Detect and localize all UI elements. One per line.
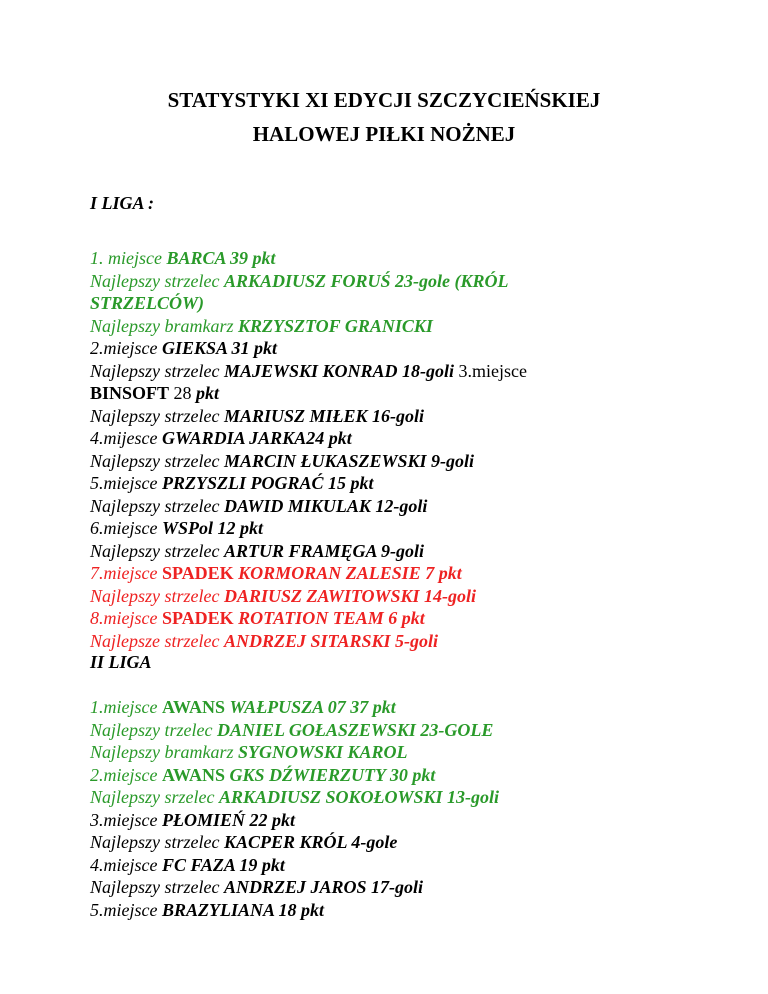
liga2-line: [90, 854, 650, 877]
liga2-line: [90, 831, 650, 854]
liga1-line: [90, 270, 650, 293]
liga1-line-text: Najlepszy strzelec: [90, 540, 224, 561]
title-line-1: STATYSTYKI XI EDYCJI SZCZYCIEŃSKIEJ: [167, 88, 601, 112]
liga1-line-text: 2.miejsce: [90, 338, 162, 358]
liga2-line-text: 3.miejsce: [90, 809, 162, 830]
liga1-line: [90, 562, 650, 585]
liga1-line: [90, 292, 650, 315]
liga1-line-text: Najlepszy bramkarz: [90, 315, 238, 336]
liga1-line-text: GWARDIA JARKA24 pkt: [161, 428, 352, 448]
liga2-line-text: BRAZYLIANA 18 pkt: [161, 899, 325, 920]
liga1-line-text: 6.miejsce: [90, 518, 162, 538]
liga2-line-text: AWANS: [161, 764, 230, 785]
liga1-list: [90, 247, 650, 652]
liga1-line-text: ANDRZEJ SITARSKI 5-goli: [223, 630, 439, 651]
liga1-line-text: Najlepszy strzelec: [90, 450, 224, 471]
liga2-line: [90, 786, 650, 809]
liga2-line: [90, 899, 650, 922]
liga2-line: [90, 876, 650, 899]
liga1-line: [90, 360, 650, 383]
liga2-line-text: Najlepszy trzelec: [90, 719, 217, 740]
liga1-line-text: 3.miejsce: [454, 360, 528, 381]
liga1-line-text: DARIUSZ ZAWITOWSKI 14-goli: [223, 585, 477, 606]
liga1-line-text: Najlepsze strzelec: [90, 630, 224, 651]
liga1-line-text: STRZELCÓW): [90, 293, 205, 313]
liga2-line: [90, 719, 650, 742]
liga2-line-text: FC FAZA 19 pkt: [161, 854, 285, 875]
liga1-line-text: Najlepszy strzelec: [90, 495, 224, 516]
liga1-line-text: WSPol 12 pkt: [161, 518, 263, 538]
liga1-line-text: SPADEK: [161, 608, 239, 628]
liga2-line-text: GKS DŹWIERZUTY 30 pkt: [229, 764, 436, 785]
liga1-line: [90, 315, 650, 338]
liga2-line-text: 5.miejsce: [90, 899, 162, 920]
liga2-line-text: Najlepszy bramkarz: [90, 742, 238, 762]
liga2-line-text: 1.miejsce: [90, 697, 162, 717]
liga1-line: [90, 472, 650, 495]
liga1-line-text: KRZYSZTOF GRANICKI: [238, 315, 433, 336]
liga2-heading: II LIGA: [90, 652, 152, 672]
liga1-line-text: BINSOFT: [90, 383, 170, 403]
liga1-line-text: 28: [169, 383, 197, 403]
liga1-line-text: pkt: [196, 383, 220, 403]
liga1-line: [90, 585, 650, 608]
liga2-line-text: Najlepszy strzelec: [90, 877, 224, 897]
liga1-line-text: DAWID MIKULAK 12-goli: [223, 495, 428, 516]
liga2-line-text: SYGNOWSKI KAROL: [238, 742, 408, 762]
liga2-line: [90, 764, 650, 787]
liga1-line-text: ARTUR FRAMĘGA 9-goli: [223, 540, 425, 561]
liga2-line-text: 4.miejsce: [90, 854, 162, 875]
liga1-line: [90, 517, 650, 540]
liga1-line-text: KORMORAN ZALESIE 7 pkt: [238, 563, 462, 583]
liga1-line: [90, 540, 650, 563]
liga1-line-text: MARCIN ŁUKASZEWSKI 9-goli: [223, 450, 475, 471]
liga1-line: [90, 630, 650, 653]
liga1-line-text: ARKADIUSZ FORUŚ 23-gole (KRÓL: [223, 270, 509, 291]
liga2-line-text: AWANS: [161, 697, 230, 717]
liga2-line-text: ANDRZEJ JAROS 17-goli: [223, 877, 424, 897]
liga1-line-text: GIEKSA 31 pkt: [161, 338, 278, 358]
liga1-line-text: Najlepszy strzelec: [90, 270, 224, 291]
liga1-line-text: ROTATION TEAM 6 pkt: [238, 608, 425, 628]
liga1-line-text: MARIUSZ MIŁEK 16-goli: [223, 405, 425, 426]
liga1-line: [90, 450, 650, 473]
liga2-line-text: Najlepszy srzelec: [90, 787, 219, 807]
liga2-line-text: KACPER KRÓL 4-gole: [223, 832, 398, 852]
liga2-line-text: DANIEL GOŁASZEWSKI 23-GOLE: [216, 719, 494, 740]
liga1-line: [90, 405, 650, 428]
liga2-line-text: 2.miejsce: [90, 764, 162, 785]
liga2-list: [90, 696, 650, 921]
liga1-line-text: Najlepszy strzelec: [90, 585, 224, 606]
liga1-line-text: Najlepszy strzelec: [90, 360, 224, 381]
liga1-line: [90, 495, 650, 518]
liga2-line: [90, 809, 650, 832]
liga1-line-text: 8.miejsce: [90, 608, 162, 628]
liga2-line: [90, 696, 650, 719]
liga2-line-text: Najlepszy strzelec: [90, 832, 224, 852]
liga2-line-text: WAŁPUSZA 07 37 pkt: [229, 697, 396, 717]
liga1-line: [90, 607, 650, 630]
liga1-line: [90, 247, 650, 270]
document-title: [0, 83, 768, 151]
liga2-line-text: ARKADIUSZ SOKOŁOWSKI 13-goli: [218, 787, 500, 807]
liga1-line-text: 1. miejsce: [90, 248, 167, 268]
liga1-heading: I LIGA :: [90, 193, 155, 213]
liga1-line: [90, 382, 650, 405]
liga1-line-text: BARCA 39 pkt: [166, 248, 276, 268]
liga1-line-text: PRZYSZLI POGRAĆ 15 pkt: [161, 473, 374, 493]
liga1-line: [90, 337, 650, 360]
liga1-line: [90, 427, 650, 450]
liga2-line-text: PŁOMIEŃ 22 pkt: [161, 809, 295, 830]
liga1-line-text: Najlepszy strzelec: [90, 405, 224, 426]
liga1-line-text: 5.miejsce: [90, 473, 162, 493]
liga1-line-text: 7.miejsce: [90, 563, 162, 583]
liga1-line-text: MAJEWSKI KONRAD 18-goli: [223, 360, 455, 381]
liga2-line: [90, 741, 650, 764]
liga1-line-text: 4.mijesce: [90, 428, 162, 448]
title-line-2: HALOWEJ PIŁKI NOŻNEJ: [252, 122, 516, 146]
liga1-line-text: SPADEK: [161, 563, 239, 583]
